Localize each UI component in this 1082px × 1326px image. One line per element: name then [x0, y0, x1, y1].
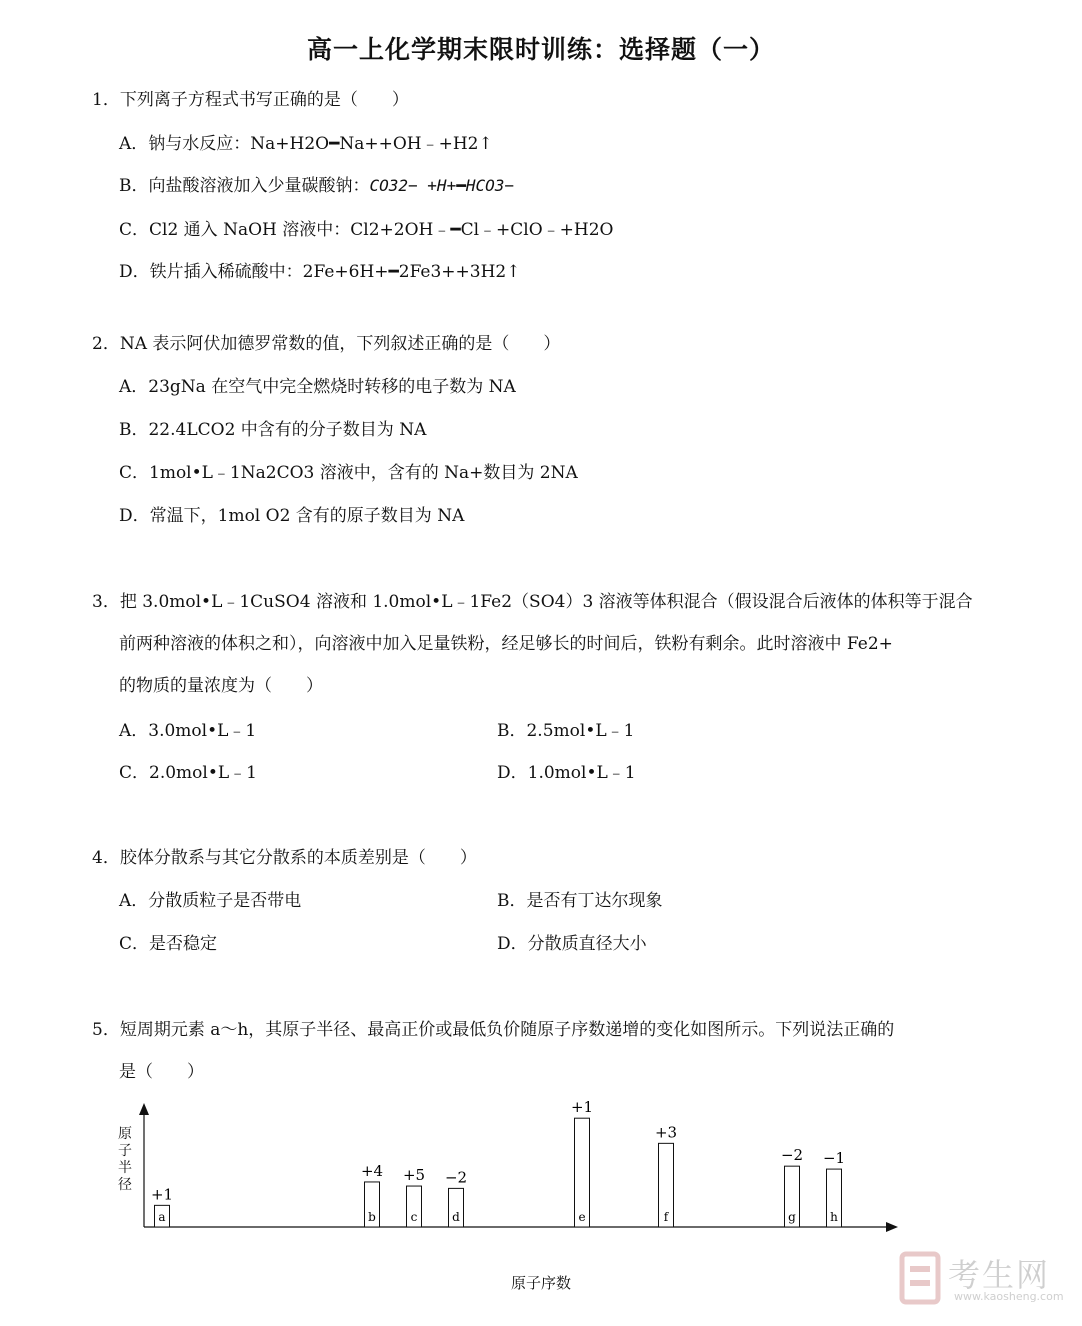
question-4-option-d: D．分散质直径大小	[497, 934, 647, 954]
option-a-equation: Na+H2O━Na++OH﹣+H2↑	[250, 134, 493, 154]
kaosheng-logo-icon	[898, 1250, 942, 1306]
atomic-radius-chart	[100, 1088, 910, 1238]
question-1-option-d	[119, 262, 521, 282]
bar-label-g: g	[788, 1210, 796, 1224]
bar-label-e: e	[578, 1210, 586, 1224]
valence-label-b: +4	[360, 1161, 384, 1180]
bar-label-a: a	[158, 1210, 166, 1224]
question-3-option-c: C．2.0mol•L﹣1	[119, 763, 257, 783]
bar-label-c: c	[410, 1210, 418, 1224]
question-3-option-b: B．2.5mol•L﹣1	[497, 721, 635, 741]
option-a-label: A．钠与水反应：	[119, 134, 251, 154]
option-c-label: C．Cl2 通入 NaOH 溶液中：	[119, 220, 351, 240]
question-4-option-c: C．是否稳定	[119, 934, 218, 954]
option-c-equation: Cl2+2OH﹣━Cl﹣+ClO﹣+H2O	[350, 220, 614, 240]
bar-label-b: b	[368, 1210, 376, 1224]
watermark-url: www.kaosheng.com	[954, 1290, 1064, 1303]
bar-label-f: f	[663, 1210, 669, 1224]
question-2-option-d: D．常温下，1mol O2 含有的原子数目为 NA	[119, 506, 465, 526]
question-1-option-a	[119, 134, 493, 154]
question-3-stem-line-1: 3．把 3.0mol•L﹣1CuSO4 溶液和 1.0mol•L﹣1Fe2（SO4）3 溶液等体积混合（假设混合后液体的体积等于混合	[92, 592, 973, 612]
option-b-equation: CO32− +H+━HCO3−	[369, 176, 514, 195]
valence-label-c: +5	[402, 1166, 426, 1185]
question-4-option-a: A．分散质粒子是否带电	[119, 891, 302, 911]
question-4-option-b: B．是否有丁达尔现象	[497, 891, 663, 911]
bar-label-h: h	[830, 1210, 838, 1224]
valence-label-h: −1	[822, 1149, 846, 1168]
question-2-option-a: A．23gNa 在空气中完全燃烧时转移的电子数为 NA	[119, 377, 516, 397]
question-1-stem: 1．下列离子方程式书写正确的是（ ）	[92, 90, 409, 110]
option-d-equation: 2Fe+6H+━2Fe3++3H2↑	[302, 262, 521, 282]
option-b-label: B．向盐酸溶液加入少量碳酸钠：	[119, 176, 370, 196]
y-axis-arrow-icon	[139, 1103, 149, 1115]
page-title: 高一上化学期末限时训练：选择题（一）	[306, 35, 775, 64]
question-2-option-c: C．1mol•L﹣1Na2CO3 溶液中，含有的 Na+数目为 2NA	[119, 463, 578, 483]
question-5-stem-line-2: 是（ ）	[119, 1062, 204, 1082]
y-axis-label: 原子半径	[118, 1126, 132, 1193]
question-1-option-b	[119, 176, 514, 196]
question-3-option-a: A．3.0mol•L﹣1	[119, 721, 257, 741]
valence-label-e: +1	[570, 1098, 594, 1117]
kaosheng-watermark	[898, 1250, 1068, 1314]
question-4-stem: 4．胶体分散系与其它分散系的本质差别是（ ）	[92, 848, 477, 868]
question-3-stem-line-2: 前两种溶液的体积之和），向溶液中加入足量铁粉，经足够长的时间后，铁粉有剩余。此时溶液中 Fe2+	[119, 634, 893, 654]
option-d-label: D．铁片插入稀硫酸中：	[119, 262, 303, 282]
question-2-option-b: B．22.4LCO2 中含有的分子数目为 NA	[119, 420, 427, 440]
question-3-stem-line-3: 的物质的量浓度为（ ）	[119, 676, 323, 696]
watermark-text: 考生网	[948, 1256, 1051, 1294]
valence-label-g: −2	[780, 1146, 804, 1165]
valence-label-d: −2	[444, 1168, 468, 1187]
x-axis-label: 原子序数	[510, 1274, 571, 1292]
question-2-stem: 2．NA 表示阿伏加德罗常数的值，下列叙述正确的是（ ）	[92, 334, 561, 354]
question-5-stem-line-1: 5．短周期元素 a～h，其原子半径、最高正价或最低负价随原子序数递增的变化如图所示。下列说法正确的	[92, 1020, 895, 1040]
x-axis-arrow-icon	[886, 1222, 898, 1232]
bar-label-d: d	[452, 1210, 460, 1224]
question-3-option-d: D．1.0mol•L﹣1	[497, 763, 636, 783]
valence-label-f: +3	[654, 1123, 678, 1142]
question-1-option-c	[119, 220, 613, 240]
valence-label-a: +1	[150, 1185, 174, 1204]
